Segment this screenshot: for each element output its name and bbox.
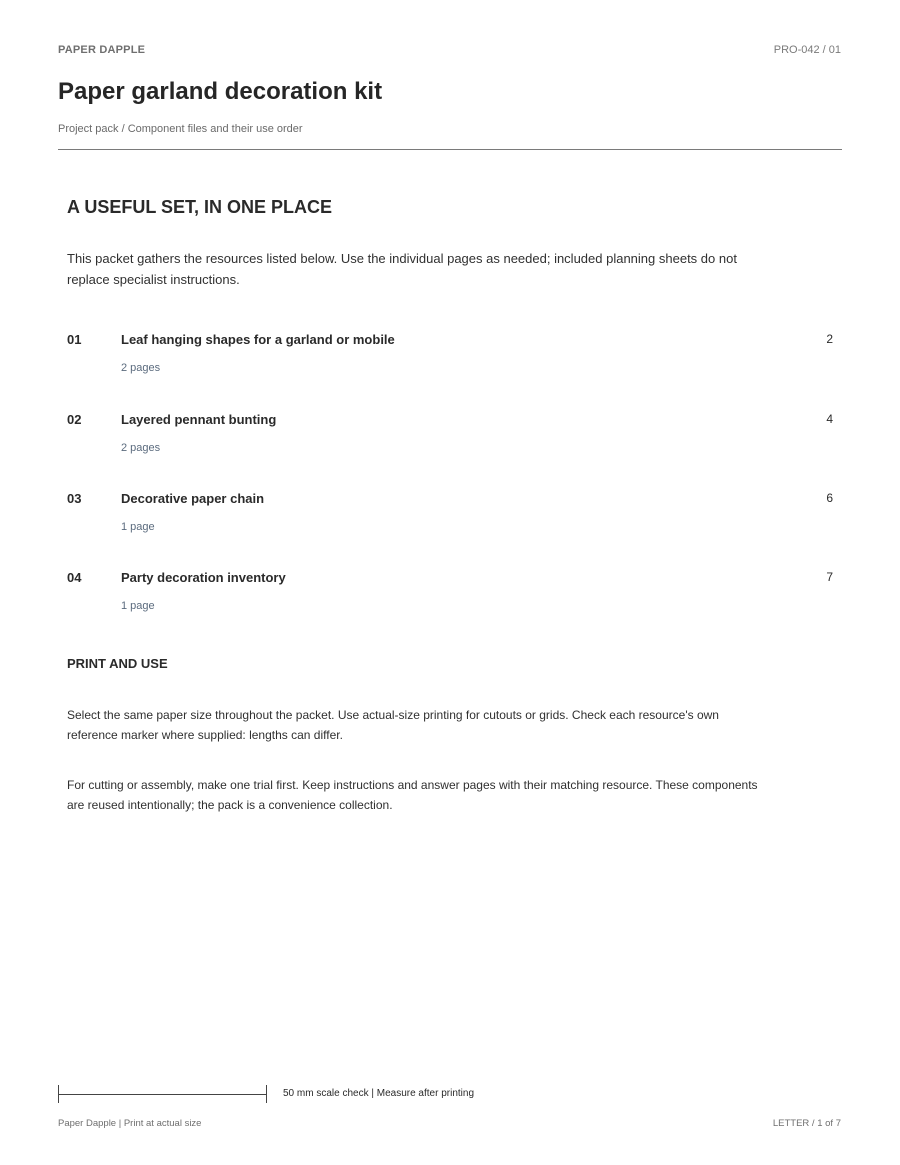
header-divider — [58, 149, 842, 150]
page-subtitle: Project pack / Component files and their use order — [58, 123, 303, 135]
item-page-number: 6 — [826, 491, 833, 505]
item-number: 04 — [67, 570, 82, 585]
contents-item — [67, 412, 833, 472]
item-page-number: 7 — [826, 570, 833, 584]
item-title: Layered pennant bunting — [121, 412, 277, 427]
print-paragraph: Select the same paper size throughout the packet. Use actual-size printing for cutouts or grids. Check each resource's own reference marker where supplied: lengths can differ. — [67, 708, 719, 742]
item-page-count: 2 pages — [121, 362, 161, 374]
page-title: Paper garland decoration kit — [58, 78, 383, 105]
item-page-count: 1 page — [121, 600, 155, 612]
item-number: 03 — [67, 491, 82, 506]
print-paragraph: For cutting or assembly, make one trial first. Keep instructions and answer pages with their matching resource. These components are reused intentionally; the pack is a convenience collection. — [67, 778, 758, 812]
item-title: Party decoration inventory — [121, 570, 286, 585]
item-title: Decorative paper chain — [121, 491, 265, 506]
footer-left: Paper Dapple | Print at actual size — [58, 1118, 202, 1129]
document-code: PRO-042 / 01 — [773, 44, 841, 56]
item-page-number: 2 — [826, 332, 833, 346]
brand-name: PAPER DAPPLE — [58, 44, 146, 56]
intro-text: This packet gathers the resources listed below. Use the individual pages as needed; included planning sheets do not replace specialist instructions. — [67, 251, 737, 287]
item-page-number: 4 — [826, 412, 833, 426]
print-heading: PRINT AND USE — [67, 656, 168, 671]
scale-label: 50 mm scale check | Measure after printing — [283, 1088, 475, 1099]
scale-bar-line — [58, 1094, 267, 1095]
item-page-count: 2 pages — [121, 442, 161, 454]
item-title: Leaf hanging shapes for a garland or mobile — [121, 332, 395, 347]
item-number: 01 — [67, 332, 82, 347]
item-page-count: 1 page — [121, 521, 155, 533]
item-number: 02 — [67, 412, 82, 427]
contents-item — [67, 570, 833, 630]
contents-item — [67, 491, 833, 551]
intro-heading: A USEFUL SET, IN ONE PLACE — [67, 197, 333, 217]
contents-item — [67, 332, 833, 392]
scale-bar — [58, 1085, 267, 1103]
scale-bar-tick — [266, 1085, 267, 1103]
footer-page-info: LETTER / 1 of 7 — [772, 1118, 841, 1129]
